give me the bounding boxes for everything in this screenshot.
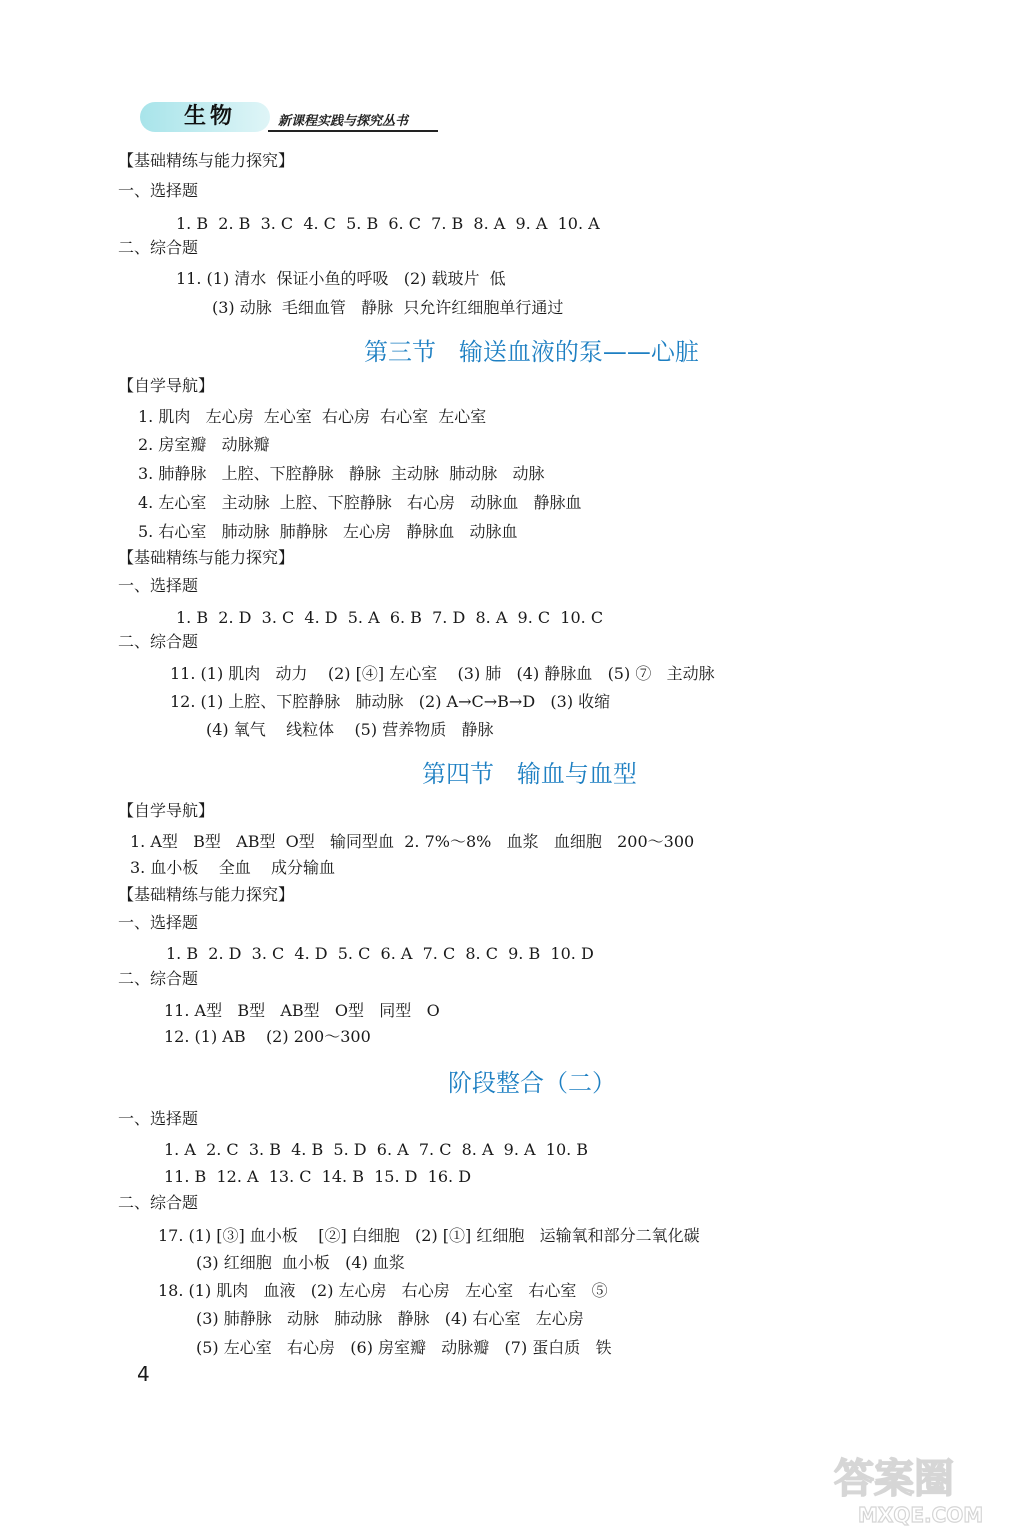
answer-line: 二、综合题: [118, 1193, 199, 1212]
answer-line: 11. (1) 清水 保证小鱼的呼吸 (2) 载玻片 低: [176, 269, 506, 288]
page-header: [140, 100, 440, 136]
answer-line: 4. 左心室 主动脉 上腔、下腔静脉 右心房 动脉血 静脉血: [138, 493, 582, 512]
answer-line: 【自学导航】: [118, 376, 215, 395]
answer-line: (3) 动脉 毛细血管 静脉 只允许红细胞单行通过: [212, 298, 564, 317]
answer-line: (4) 氧气 线粒体 (5) 营养物质 静脉: [206, 720, 494, 739]
answer-line: (3) 红细胞 血小板 (4) 血浆: [196, 1253, 405, 1272]
answer-line: 11. B 12. A 13. C 14. B 15. D 16. D: [164, 1167, 472, 1186]
answer-line: 【自学导航】: [118, 801, 215, 820]
section-title: 第四节 输血与血型: [422, 760, 637, 788]
answer-line: 一、选择题: [118, 1109, 199, 1128]
answer-line: 一、选择题: [118, 913, 199, 932]
subject-label: 生物: [184, 104, 237, 129]
answer-line: 18. (1) 肌肉 血液 (2) 左心房 右心房 左心室 右心室 ⑤: [158, 1281, 608, 1300]
section-title: 第三节 输送血液的泵——心脏: [364, 338, 699, 366]
answer-line: 12. (1) AB (2) 200～300: [164, 1027, 371, 1046]
answer-line: 【基础精练与能力探究】: [118, 885, 295, 904]
answer-line: 一、选择题: [118, 576, 199, 595]
answer-line: 12. (1) 上腔、下腔静脉 肺动脉 (2) A→C→B→D (3) 收缩: [170, 692, 611, 711]
answer-line: 1. A型 B型 AB型 O型 输同型血 2. 7%～8% 血浆 血细胞 200～300: [130, 832, 695, 851]
answer-line: 3. 肺静脉 上腔、下腔静脉 静脉 主动脉 肺动脉 动脉: [138, 464, 545, 483]
answer-line: 二、综合题: [118, 632, 199, 651]
answer-line: 11. A型 B型 AB型 O型 同型 O: [164, 1001, 440, 1020]
answer-line: 【基础精练与能力探究】: [118, 548, 295, 567]
answer-line: 5. 右心室 肺动脉 肺静脉 左心房 静脉血 动脉血: [138, 522, 518, 541]
answer-line: 二、综合题: [118, 969, 199, 988]
answer-line: 1. A 2. C 3. B 4. B 5. D 6. A 7. C 8. A 9. A 10. B: [164, 1140, 589, 1159]
answer-line: 17. (1) [③] 血小板 [②] 白细胞 (2) [①] 红细胞 运输氧和部分二氧化碳: [158, 1226, 700, 1245]
answer-line: 1. B 2. B 3. C 4. C 5. B 6. C 7. B 8. A 9. A 10. A: [176, 214, 600, 233]
answer-line: 1. B 2. D 3. C 4. D 5. C 6. A 7. C 8. C 9. B 10. D: [166, 944, 594, 963]
page-number: 4: [137, 1362, 150, 1386]
svg-text:答案圈: 答案圈: [834, 1456, 954, 1502]
series-title: 新课程实践与探究丛书: [278, 114, 409, 129]
answer-line: 3. 血小板 全血 成分输血: [130, 858, 336, 877]
answer-line: 一、选择题: [118, 181, 199, 200]
answer-line: 二、综合题: [118, 238, 199, 257]
answer-line: 1. 肌肉 左心房 左心室 右心房 右心室 左心室: [138, 407, 487, 426]
section-title: 阶段整合（二）: [448, 1069, 616, 1097]
answer-line: (5) 左心室 右心房 (6) 房室瓣 动脉瓣 (7) 蛋白质 铁: [196, 1338, 612, 1357]
answer-line: 【基础精练与能力探究】: [118, 151, 295, 170]
answer-line: 1. B 2. D 3. C 4. D 5. A 6. B 7. D 8. A 9. C 10. C: [176, 608, 604, 627]
answer-line: 11. (1) 肌肉 动力 (2) [④] 左心室 (3) 肺 (4) 静脉血 (5) ⑦ 主动脉: [170, 664, 715, 683]
watermark-logo: [828, 1448, 1018, 1528]
answer-line: 2. 房室瓣 动脉瓣: [138, 435, 270, 454]
header-rule: [268, 130, 438, 132]
subject-pill: [140, 102, 270, 132]
answer-line: (3) 肺静脉 动脉 肺动脉 静脉 (4) 右心室 左心房: [196, 1309, 584, 1328]
svg-text:MXQE.COM: MXQE.COM: [858, 1503, 984, 1527]
